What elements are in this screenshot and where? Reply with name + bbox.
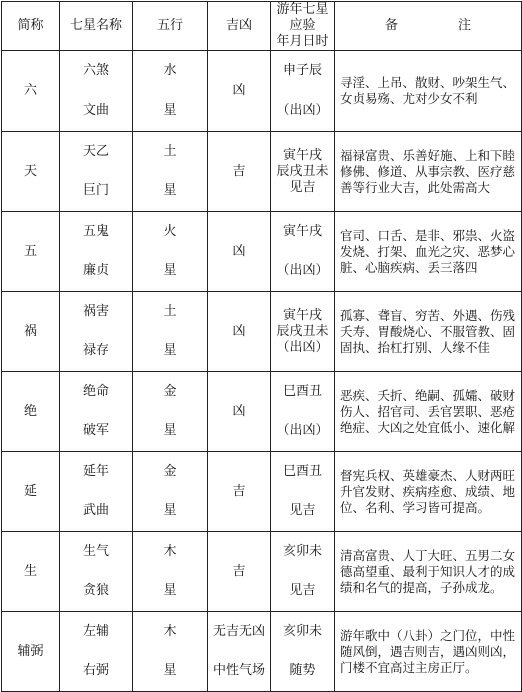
star-name: 右弼 (82, 663, 109, 679)
short-name-cell: 祸 (2, 292, 60, 372)
header-star-name: 七星名称 (60, 2, 133, 51)
header-time-line: 年月日时 (276, 34, 329, 49)
remark-cell (335, 612, 522, 692)
table-row (2, 452, 522, 532)
star-name: 左辅 (82, 623, 109, 639)
element-value: 星 (163, 183, 177, 199)
header-short-name: 简称 (2, 2, 60, 51)
time-bottom: （出凶） (276, 263, 329, 279)
star-name-cell (60, 51, 133, 132)
element-value: 星 (163, 102, 177, 118)
element-cell (133, 372, 208, 452)
header-remark-b: 注 (458, 18, 472, 33)
time-line: 辰戌丑未 (276, 163, 329, 179)
star-name: 巨门 (82, 183, 109, 199)
element-value: 星 (163, 583, 177, 599)
short-name-cell: 六 (2, 51, 60, 132)
star-name-cell (60, 612, 133, 692)
short-name-cell: 生 (2, 532, 60, 612)
fortune-top: 无吉无凶 (212, 623, 265, 639)
header-remark (335, 2, 522, 51)
remark-text: 清高富贵、人丁大旺、五男二女德高望重、最利于知识人才的成绩和名气的提高，子孙成龙。 (340, 547, 516, 595)
remark-cell (335, 452, 522, 532)
element-value: 土 (163, 303, 177, 319)
time-bottom: （出凶） (276, 102, 329, 118)
fortune-cell: 吉 (208, 532, 271, 612)
time-top: 亥卯未 (282, 543, 322, 559)
remark-cell (335, 132, 522, 212)
time-bottom: 随势 (289, 663, 316, 679)
fortune-cell (208, 612, 271, 692)
table-row (2, 612, 522, 692)
element-cell (133, 132, 208, 212)
short-name-cell: 天 (2, 132, 60, 212)
time-cell (271, 292, 335, 372)
remark-cell (335, 532, 522, 612)
star-name: 文曲 (82, 102, 109, 118)
remark-cell (335, 372, 522, 452)
time-line: 寅午戌 (282, 147, 322, 163)
header-remark-a: 备 (384, 18, 398, 33)
time-top: 寅午戌 (282, 223, 322, 239)
star-name: 贪狼 (82, 583, 109, 599)
remark-text: 寻淫、上吊、散财、吵架生气、女贞易殇、尤对少女不利 (340, 75, 516, 106)
time-top: 巳酉丑 (282, 383, 322, 399)
time-line: 见吉 (289, 179, 316, 195)
star-name: 破军 (82, 423, 109, 439)
star-name-cell (60, 372, 133, 452)
element-value: 金 (163, 463, 177, 479)
time-line: （出凶） (276, 339, 329, 355)
remark-text: 恶疾、夭折、绝嗣、孤孀、破财伤人、招官司、丢官罢职、恶疮绝症、大凶之处宜低小、速化解 (340, 387, 516, 435)
element-value: 木 (163, 543, 177, 559)
time-bottom: 见吉 (289, 583, 316, 599)
remark-cell (335, 51, 522, 132)
time-cell (271, 452, 335, 532)
fortune-cell: 凶 (208, 372, 271, 452)
time-cell (271, 612, 335, 692)
table-row (2, 51, 522, 132)
fortune-cell: 凶 (208, 51, 271, 132)
short-name-cell: 辅弼 (2, 612, 60, 692)
element-cell (133, 212, 208, 292)
seven-stars-table (1, 1, 522, 692)
fortune-bottom: 中性气场 (212, 663, 265, 679)
fortune-cell: 吉 (208, 452, 271, 532)
star-name-cell (60, 132, 133, 212)
element-value: 火 (163, 223, 177, 239)
time-cell (271, 372, 335, 452)
time-cell (271, 212, 335, 292)
element-value: 星 (163, 263, 177, 279)
time-line: 辰戌丑未 (276, 323, 329, 339)
fortune-cell: 吉 (208, 132, 271, 212)
remark-text: 官司、口舌、是非、邪祟、火盗发烧、打架、血光之灾、恶梦心脏、心脑疾病、丢三落四 (340, 227, 516, 275)
star-name: 五鬼 (82, 223, 109, 239)
remark-text: 督宪兵权、英雄豪杰、人财两旺升官发财、疾病痊愈、成绩、地位、名利、学习皆可提高。 (340, 467, 516, 515)
element-value: 金 (163, 383, 177, 399)
star-name: 廉贞 (82, 263, 109, 279)
star-name: 祸害 (82, 303, 109, 319)
table-row (2, 372, 522, 452)
element-value: 星 (163, 663, 177, 679)
short-name-cell: 绝 (2, 372, 60, 452)
element-cell (133, 292, 208, 372)
time-cell (271, 51, 335, 132)
table-row (2, 292, 522, 372)
element-value: 星 (163, 423, 177, 439)
remark-cell (335, 292, 522, 372)
star-name: 天乙 (82, 143, 109, 159)
header-element: 五行 (133, 2, 208, 51)
short-name-cell: 五 (2, 212, 60, 292)
table-row (2, 532, 522, 612)
star-name: 禄存 (82, 343, 109, 359)
star-name: 武曲 (82, 503, 109, 519)
star-name: 延年 (82, 463, 109, 479)
fortune-cell: 凶 (208, 292, 271, 372)
star-name-cell (60, 532, 133, 612)
fortune-cell: 凶 (208, 212, 271, 292)
element-value: 星 (163, 503, 177, 519)
star-name-cell (60, 452, 133, 532)
star-name-cell (60, 292, 133, 372)
star-name: 六煞 (82, 63, 109, 79)
table-row (2, 132, 522, 212)
time-bottom: （出凶） (276, 423, 329, 439)
star-name: 生气 (82, 543, 109, 559)
element-value: 星 (163, 343, 177, 359)
header-time-line: 应验 (289, 18, 316, 33)
header-time (271, 2, 335, 51)
star-name: 绝命 (82, 383, 109, 399)
time-cell (271, 132, 335, 212)
remark-text: 游年歌中（八卦）之门位，中性随风倒，遇吉则吉，遇凶则凶，门楼不宜高过主房正厅。 (340, 627, 516, 675)
remark-text: 福禄富贵、乐善好施、上和下睦修佛、修道、从事宗教、医疗慈善等行业大吉，此处需高大 (340, 147, 516, 195)
time-top: 亥卯未 (282, 623, 322, 639)
element-value: 水 (163, 63, 177, 79)
remark-text: 孤寡、聋盲、穷苦、外遇、伤残夭寿、胃酸烧心、不服管教、固固执、抬杠打别、人缘不佳 (340, 307, 516, 355)
short-name-cell: 延 (2, 452, 60, 532)
header-row (2, 2, 522, 51)
time-top: 申子辰 (282, 63, 322, 79)
time-line: 寅午戌 (282, 307, 322, 323)
star-name-cell (60, 212, 133, 292)
table-row (2, 212, 522, 292)
remark-cell (335, 212, 522, 292)
element-cell (133, 51, 208, 132)
element-cell (133, 532, 208, 612)
time-top: 巳酉丑 (282, 463, 322, 479)
time-bottom: 见吉 (289, 503, 316, 519)
time-cell (271, 532, 335, 612)
element-cell (133, 452, 208, 532)
element-cell (133, 612, 208, 692)
header-time-line: 游年七星 (276, 2, 329, 17)
element-value: 土 (163, 143, 177, 159)
element-value: 木 (163, 623, 177, 639)
header-fortune: 吉凶 (208, 2, 271, 51)
